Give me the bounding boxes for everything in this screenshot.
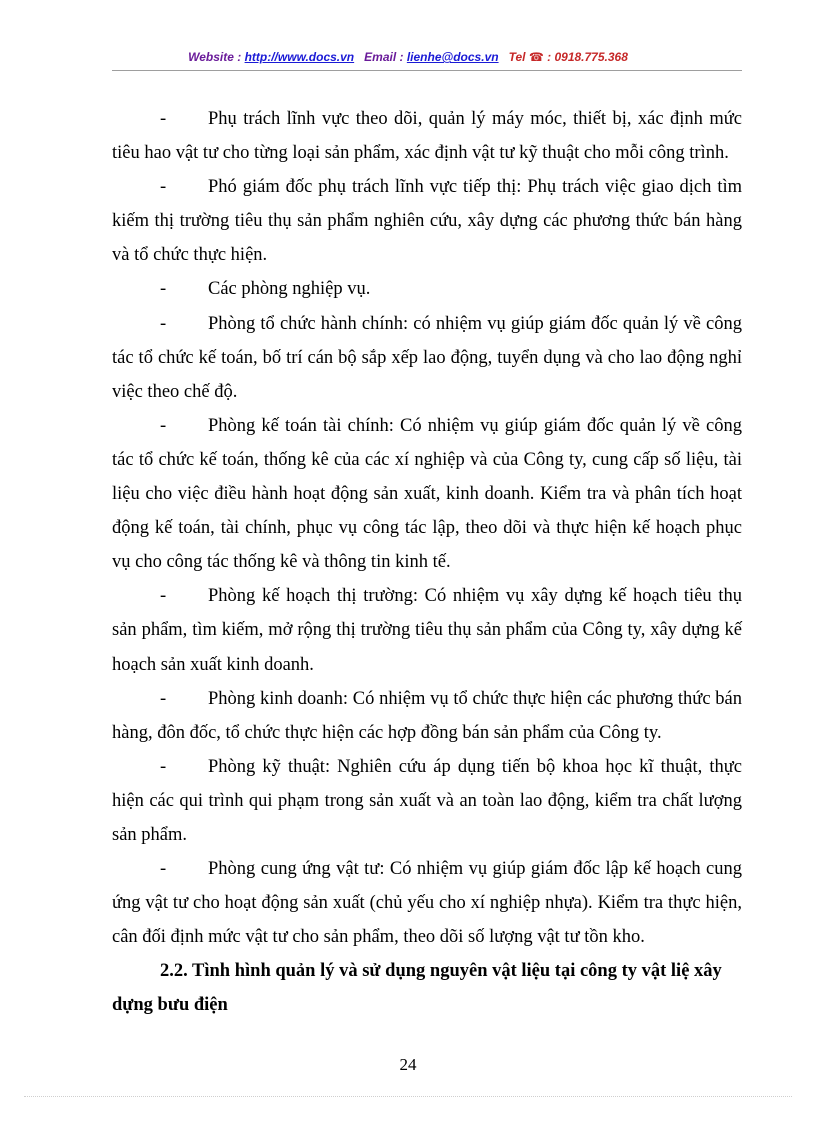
paragraph [112,409,742,579]
paragraph [112,307,742,409]
bullet-dash: - [160,586,167,607]
bullet-dash: - [160,109,167,129]
website-label: Website [188,50,234,64]
paragraph [112,750,742,852]
bullet-dash: - [160,415,167,436]
email-link[interactable]: lienhe@docs.vn [406,50,499,64]
bullet-dash: - [160,177,167,198]
page-number: 24 [399,1055,417,1074]
paragraph-text: Phụ trách lĩnh vực theo dõi, quản lý máy móc, thiết bị, xác định mức tiêu hao vật tư cho từng loại sản phẩm, xác định vật tư kỹ thuật cho mỗi công trình. [112,109,742,164]
bullet-dash: - [160,859,167,880]
paragraph [112,102,742,170]
paragraph [112,579,742,681]
document-body [112,102,742,1023]
tel-value: 0918.775.368 [554,50,628,64]
tel-label: Tel [508,50,526,64]
header-divider [112,70,742,71]
footer-divider [24,1096,792,1097]
paragraph [112,272,742,306]
paragraph-text: Phòng kinh doanh: Có nhiệm vụ tổ chức thực hiện các phương thức bán hàng, đôn đốc, tổ chức thực hiện các hợp đồng bán sản phẩm của Công ty. [112,688,742,743]
paragraph [112,682,742,750]
paragraph-text: Phòng kỹ thuật: Nghiên cứu áp dụng tiến bộ khoa học kĩ thuật, thực hiện các qui trình qui phạm trong sản xuất và an toàn lao động, kiểm tra chất lượng sản phẩm. [112,756,742,845]
paragraph [112,170,742,272]
paragraph-text: Phó giám đốc phụ trách lĩnh vực tiếp thị: Phụ trách việc giao dịch tìm kiếm thị trường tiêu thụ sản phẩm nghiên cứu, xây dựng các phương thức bán hàng và tổ chức thực hiện. [112,177,742,266]
paragraph-text: Phòng kế hoạch thị trường: Có nhiệm vụ xây dựng kế hoạch tiêu thụ sản phẩm, tìm kiếm, mở rộng thị trường tiêu thụ sản phẩm của Công ty, xây dựng kế hoạch sản xuất kinh doanh. [112,586,742,675]
phone-icon: ☎ [528,50,544,64]
section-heading: 2.2. Tình hình quản lý và sử dụng nguyên vật liệu tại công ty vật liệ xây dựng bưu điện [112,961,722,1016]
paragraph-text: Phòng tổ chức hành chính: có nhiệm vụ giúp giám đốc quản lý về công tác tổ chức kế toán, bố trí cán bộ sắp xếp lao động, tuyển dụng và cho lao động nghỉ việc theo chế độ. [112,313,742,402]
bullet-dash: - [160,688,167,709]
page-header: Website : http://www.docs.vn Email : lienhe@docs.vn Tel ☎ : 0918.775.368 [188,50,628,64]
email-label: Email [364,50,397,64]
paragraph-text: Các phòng nghiệp vụ. [208,279,371,300]
website-link[interactable]: http://www.docs.vn [244,50,355,64]
bullet-dash: - [160,756,167,777]
paragraph-text: Phòng kế toán tài chính: Có nhiệm vụ giúp giám đốc quản lý về công tác tổ chức kế toán, thống kê của các xí nghiệp và của Công ty, cung cấp số liệu, tài liệu cho việc điều hành hoạt động sản xuất, kinh doanh. Kiểm tra và phân tích hoạt động kế toán, tài chính, phục vụ công tác lập, theo dõi và thực hiện kế hoạch phục vụ cho công tác thống kê và thông tin kinh tế. [112,415,742,573]
bullet-dash: - [160,279,167,300]
paragraph [112,852,742,954]
paragraph-text: Phòng cung ứng vật tư: Có nhiệm vụ giúp giám đốc lập kế hoạch cung ứng vật tư cho hoạt động sản xuất (chủ yếu cho xí nghiệp nhựa). Kiểm tra thực hiện, cân đối định mức vật tư cho sản phẩm, theo dõi số lượng vật tư tồn kho. [112,859,742,948]
bullet-dash: - [160,313,167,334]
